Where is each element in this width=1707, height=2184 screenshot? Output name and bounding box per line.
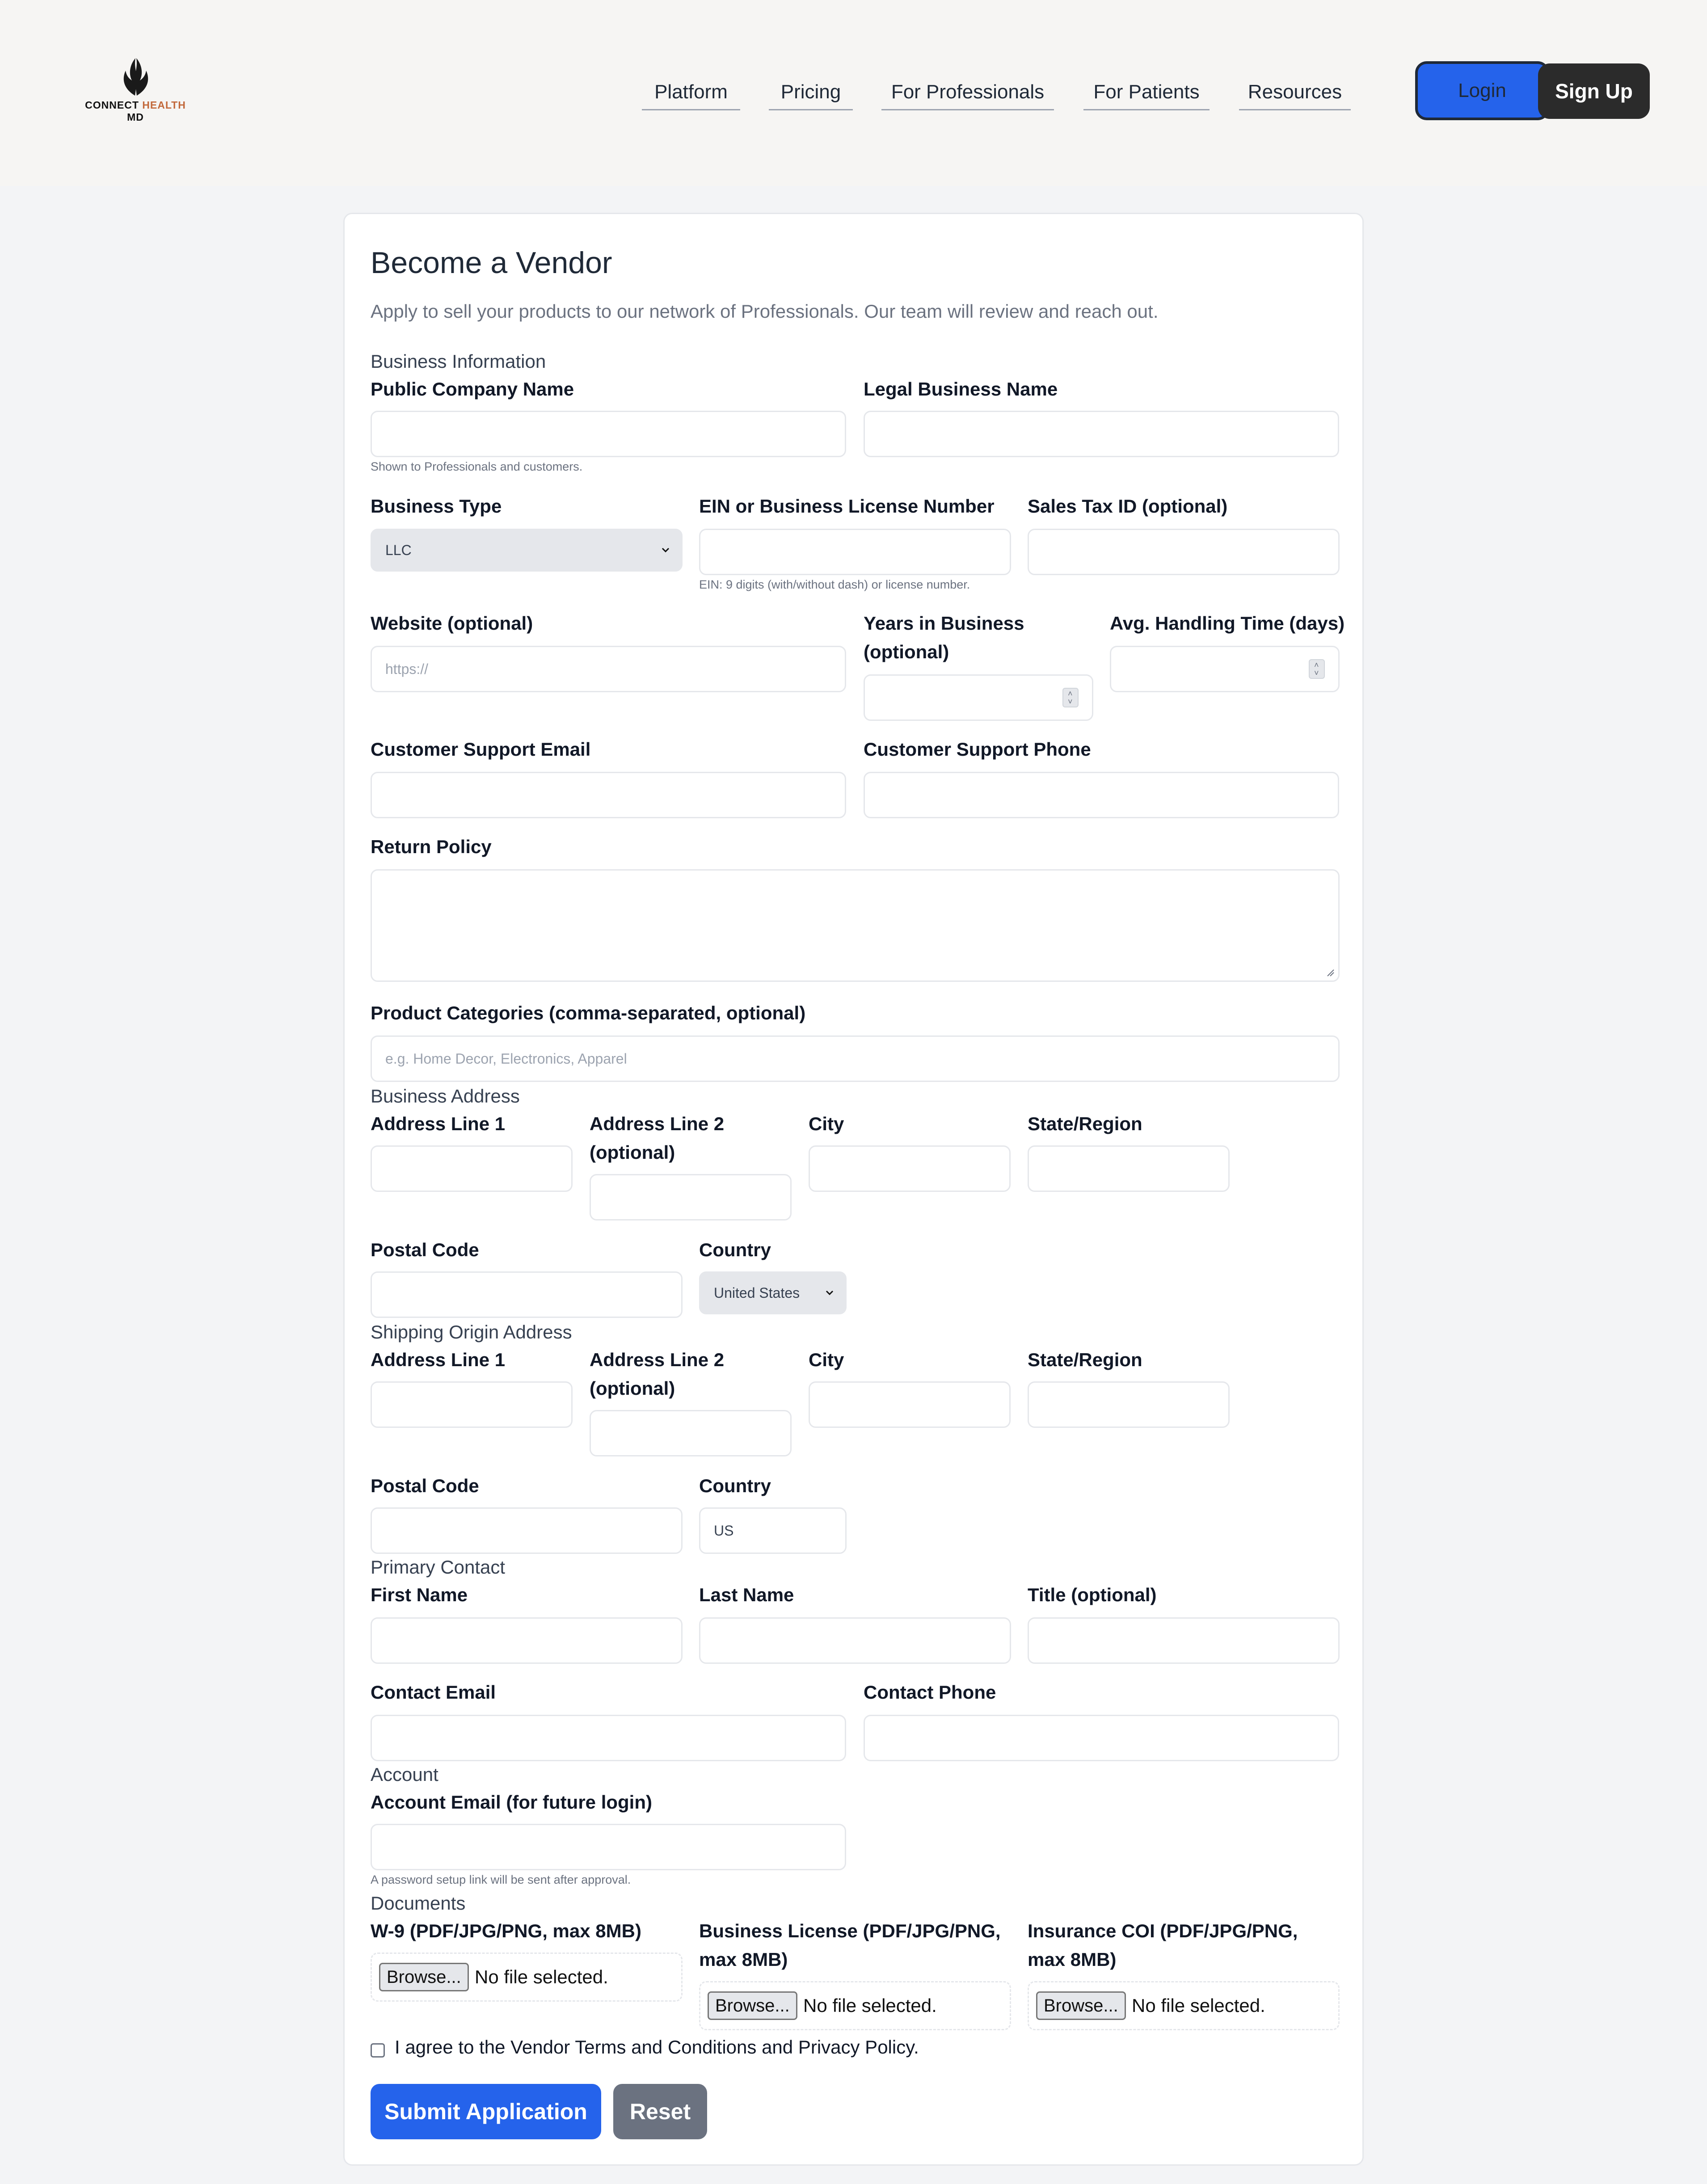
business-type-select[interactable] (371, 529, 683, 572)
first-name-label: First Name (371, 1584, 468, 1605)
insurance-coi-label: Insurance COI (PDF/JPG/PNG, max 8MB) (1028, 1920, 1298, 1970)
section-business-address: Business Address (371, 1086, 520, 1107)
account-email-label: Account Email (for future login) (371, 1792, 652, 1813)
insurance-coi-file-input[interactable] (1028, 1981, 1340, 2030)
ein-hint: EIN: 9 digits (with/without dash) or license number. (699, 578, 970, 591)
section-account: Account (371, 1764, 438, 1785)
license-browse-button[interactable]: Browse... (708, 1991, 797, 2020)
product-categories-label: Product Categories (comma-separated, optional) (371, 1002, 806, 1023)
brand-word-md: MD (127, 111, 144, 123)
sales-tax-id-input[interactable] (1028, 529, 1340, 575)
sales-tax-id-label: Sales Tax ID (optional) (1028, 496, 1228, 517)
shipping-address-line1-input[interactable] (371, 1381, 573, 1428)
shipping-city-input[interactable] (809, 1381, 1011, 1428)
business-city-input[interactable] (809, 1145, 1011, 1192)
contact-phone-input[interactable] (864, 1715, 1339, 1761)
nav-platform[interactable]: Platform (642, 80, 740, 110)
return-policy-textarea[interactable] (371, 869, 1340, 982)
website-input[interactable] (371, 646, 846, 692)
legal-business-name-label: Legal Business Name (864, 379, 1058, 400)
agree-label[interactable]: I agree to the Vendor Terms and Conditions and Privacy Policy. (395, 2037, 919, 2058)
shipping-address-line2-input[interactable] (590, 1410, 792, 1456)
business-license-label: Business License (PDF/JPG/PNG, max 8MB) (699, 1920, 1001, 1970)
contact-email-label: Contact Email (371, 1682, 496, 1703)
section-documents: Documents (371, 1893, 466, 1914)
account-email-hint: A password setup link will be sent after approval. (371, 1873, 631, 1886)
last-name-input[interactable] (699, 1617, 1011, 1664)
first-name-input[interactable] (371, 1617, 683, 1664)
account-email-input[interactable] (371, 1824, 846, 1870)
public-company-name-input[interactable] (371, 411, 846, 457)
avg-handling-time-input[interactable] (1110, 646, 1340, 692)
chevron-down-icon (659, 546, 672, 555)
site-header (0, 0, 1707, 186)
years-in-business-label: Years in Business (optional) (864, 613, 1024, 662)
nav-pricing[interactable]: Pricing (769, 80, 853, 110)
coi-no-file-text: No file selected. (1132, 1995, 1265, 2016)
flame-logo-icon (120, 58, 152, 97)
return-policy-label: Return Policy (371, 836, 492, 857)
section-business-information: Business Information (371, 351, 546, 372)
w9-label: W-9 (PDF/JPG/PNG, max 8MB) (371, 1920, 641, 1941)
contact-email-input[interactable] (371, 1715, 846, 1761)
shipping-address-line1-label: Address Line 1 (371, 1349, 506, 1370)
contact-title-input[interactable] (1028, 1617, 1340, 1664)
shipping-postal-code-input[interactable] (371, 1507, 683, 1554)
w9-file-input[interactable] (371, 1953, 683, 2002)
legal-business-name-input[interactable] (864, 411, 1339, 457)
website-placeholder: https:// (385, 661, 429, 677)
product-categories-placeholder: e.g. Home Decor, Electronics, Apparel (385, 1050, 627, 1067)
submit-application-button[interactable]: Submit Application (371, 2084, 601, 2139)
website-label: Website (optional) (371, 613, 533, 634)
nav-for-professionals[interactable]: For Professionals (881, 80, 1054, 110)
nav-for-patients[interactable]: For Patients (1083, 80, 1210, 110)
shipping-country-label: Country (699, 1475, 771, 1496)
w9-browse-button[interactable]: Browse... (379, 1963, 469, 1991)
agree-checkbox[interactable] (371, 2043, 385, 2058)
product-categories-input[interactable] (371, 1035, 1340, 1082)
avg-handling-time-label: Avg. Handling Time (days) (1110, 613, 1345, 634)
public-company-name-hint: Shown to Professionals and customers. (371, 460, 583, 473)
shipping-country-input[interactable] (699, 1507, 847, 1554)
license-no-file-text: No file selected. (803, 1995, 937, 2016)
section-shipping-origin-address: Shipping Origin Address (371, 1321, 572, 1342)
shipping-postal-code-label: Postal Code (371, 1475, 479, 1496)
business-license-file-input[interactable] (699, 1981, 1011, 2030)
shipping-city-label: City (809, 1349, 844, 1370)
last-name-label: Last Name (699, 1584, 794, 1605)
public-company-name-label: Public Company Name (371, 379, 574, 400)
business-country-value: United States (714, 1284, 800, 1301)
shipping-country-value: US (714, 1522, 734, 1539)
business-postal-code-input[interactable] (371, 1271, 683, 1318)
business-address-line2-label: Address Line 2 (optional) (590, 1113, 725, 1163)
contact-title-label: Title (optional) (1028, 1584, 1157, 1605)
support-phone-label: Customer Support Phone (864, 739, 1091, 760)
page-title: Become a Vendor (371, 246, 612, 280)
handling-spinner-icon[interactable]: ˄ ˅ (1309, 659, 1325, 679)
years-spinner-icon[interactable]: ˄ ˅ (1062, 688, 1079, 707)
ein-label: EIN or Business License Number (699, 496, 995, 517)
business-country-select[interactable] (699, 1271, 847, 1314)
signup-button[interactable]: Sign Up (1538, 63, 1650, 119)
resize-grip-icon[interactable] (1325, 967, 1335, 977)
brand-logo[interactable] (82, 58, 189, 125)
business-city-label: City (809, 1113, 844, 1134)
support-email-input[interactable] (371, 772, 846, 818)
shipping-state-input[interactable] (1028, 1381, 1230, 1428)
shipping-state-label: State/Region (1028, 1349, 1142, 1370)
business-country-label: Country (699, 1239, 771, 1260)
business-address-line1-input[interactable] (371, 1145, 573, 1192)
brand-word-connect: CONNECT (85, 99, 143, 111)
business-type-value: LLC (385, 542, 412, 558)
brand-wordmark (82, 99, 189, 123)
support-phone-input[interactable] (864, 772, 1339, 818)
section-primary-contact: Primary Contact (371, 1557, 506, 1578)
business-state-label: State/Region (1028, 1113, 1142, 1134)
business-state-input[interactable] (1028, 1145, 1230, 1192)
page-subtitle: Apply to sell your products to our network of Professionals. Our team will review and reach out. (371, 301, 1159, 322)
business-postal-code-label: Postal Code (371, 1239, 479, 1260)
vendor-form-card (343, 213, 1364, 2166)
w9-no-file-text: No file selected. (475, 1966, 608, 1987)
coi-browse-button[interactable]: Browse... (1036, 1991, 1126, 2020)
support-email-label: Customer Support Email (371, 739, 591, 760)
login-button[interactable]: Login (1415, 61, 1549, 120)
business-type-label: Business Type (371, 496, 502, 517)
nav-resources[interactable]: Resources (1239, 80, 1351, 110)
chevron-down-icon (823, 1288, 836, 1297)
business-address-line2-input[interactable] (590, 1174, 792, 1220)
shipping-address-line2-label: Address Line 2 (optional) (590, 1349, 725, 1399)
years-in-business-input[interactable] (864, 674, 1093, 721)
reset-button[interactable]: Reset (613, 2084, 707, 2139)
ein-input[interactable] (699, 529, 1011, 575)
contact-phone-label: Contact Phone (864, 1682, 996, 1703)
business-address-line1-label: Address Line 1 (371, 1113, 506, 1134)
brand-word-health: HEALTH (142, 99, 186, 111)
